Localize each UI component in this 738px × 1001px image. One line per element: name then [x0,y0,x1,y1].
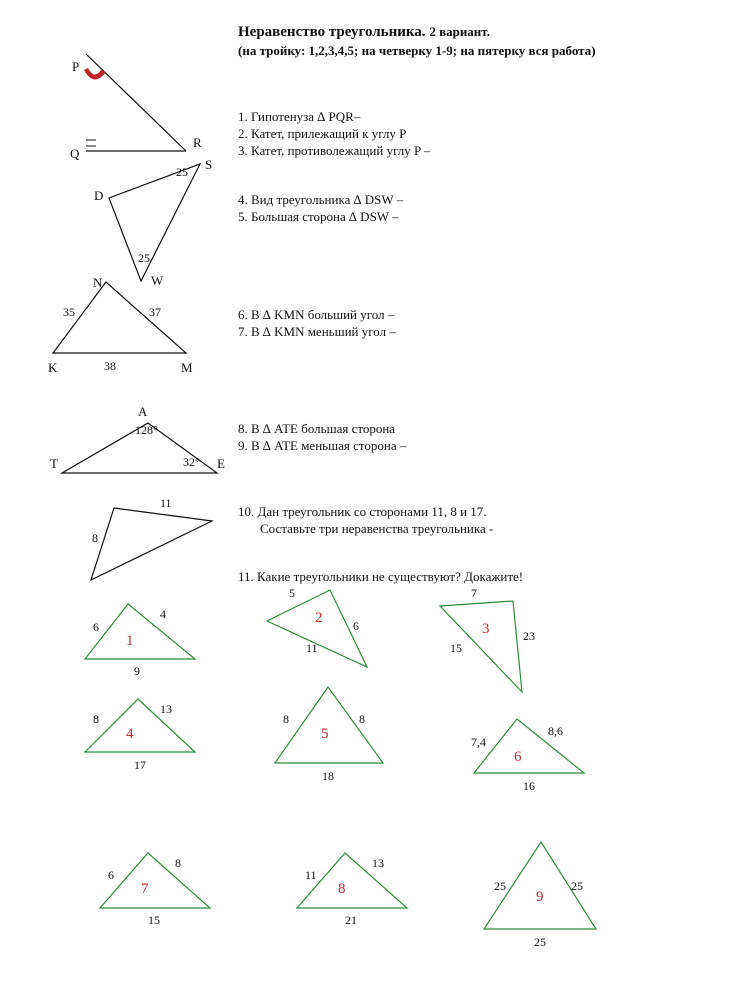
label-a: A [138,404,148,419]
angle-s-value: 25 [176,165,188,179]
question-2: 2. Катет, прилежащий к углу P [238,126,407,141]
question-4: 4. Вид треугольника ∆ DSW – [238,192,404,207]
label-e: E [217,456,225,471]
dsw-triangle [109,164,200,281]
triangle-9-number: 9 [536,889,544,905]
triangle-7-side-b: 8 [175,856,181,870]
triangle-2-side-b: 6 [353,619,359,633]
triangle-8-side-c: 21 [345,913,357,927]
triangle-9-side-b: 25 [571,879,583,893]
triangle-5-side-b: 8 [359,712,365,726]
triangle-5-side-c: 18 [322,769,334,783]
question-10: 10. Дан треугольник со сторонами 11, 8 и 17. [238,504,487,519]
triangle-4-number: 4 [126,726,134,742]
question-1: 1. Гипотенуза ∆ PQR– [238,109,361,124]
angle-e-value: 32° [183,455,200,469]
triangle-1-number: 1 [126,633,134,649]
triangle-4-side-c: 17 [134,758,146,772]
triangle-7-side-c: 15 [148,913,160,927]
label-w: W [151,273,164,288]
right-angle-mark [86,140,96,146]
t10-side-left: 8 [92,531,98,545]
triangle-3-side-a: 7 [471,586,477,600]
t10-side-top: 11 [160,496,172,510]
question-6: 6. В ∆ KMN больший угол – [238,307,395,322]
label-q: Q [70,146,80,161]
triangle-7 [100,853,210,908]
triangle-1-side-a: 6 [93,620,99,634]
question-8: 8. В ∆ ATE большая сторона [238,421,396,436]
triangle-5 [275,687,383,763]
triangle-6-side-a: 7,4 [471,735,486,749]
question-9: 9. В ∆ ATE меньшая сторона – [238,438,407,453]
triangle-2-side-c: 11 [306,641,318,655]
triangle-1-side-c: 9 [134,664,140,678]
triangle-2-number: 2 [315,610,323,626]
side-km: 38 [104,359,116,373]
triangle-3-side-c: 23 [523,629,535,643]
label-s: S [205,157,213,172]
pqr-side-pr [86,54,186,151]
angle-w-value: 25 [138,251,150,265]
triangle-7-number: 7 [141,881,149,897]
variant-label: 2 вариант. [429,24,490,39]
question-10-line2: Составьте три неравенства треугольника - [260,521,494,536]
title-text: Неравенство треугольника. [238,24,426,40]
triangle-8-number: 8 [338,881,346,897]
triangle-8-side-a: 11 [305,868,317,882]
triangle-5-number: 5 [321,726,329,742]
angle-a-value: 128° [135,423,158,437]
triangle-6 [474,719,584,773]
question-5: 5. Большая сторона ∆ DSW – [238,209,399,224]
triangle-7-side-a: 6 [108,868,114,882]
triangle-9-side-c: 25 [534,935,546,949]
triangle-4 [85,699,195,752]
label-t: T [50,456,58,471]
label-m: M [181,360,193,375]
question-11: 11. Какие треугольники не существуют? Докажите! [238,569,524,584]
triangle-1 [85,604,195,659]
triangle-4-side-a: 8 [93,712,99,726]
question-3: 3. Катет, противолежащий углу P – [238,143,431,158]
triangle-1-side-b: 4 [160,607,166,621]
triangle-9-side-a: 25 [494,879,506,893]
triangle-4-side-b: 13 [160,702,172,716]
triangle-6-side-b: 8,6 [548,724,563,738]
label-n: N [93,275,103,290]
triangle-5-side-a: 8 [283,712,289,726]
triangle-3-side-b: 15 [450,641,462,655]
t10-triangle [91,508,212,580]
triangle-3-number: 3 [482,621,490,637]
label-r: R [193,135,202,150]
label-p: P [72,59,80,74]
side-nm: 37 [149,305,161,319]
side-kn: 35 [63,305,75,319]
question-7: 7. В ∆ KMN меньший угол – [238,324,396,339]
triangle-6-side-c: 16 [523,779,535,793]
label-d: D [94,188,104,203]
triangle-2 [267,590,367,667]
grading-note: (на тройку: 1,2,3,4,5; на четверку 1-9; на пятерку вся работа) [238,43,596,58]
triangle-6-number: 6 [514,749,522,765]
label-k: K [48,360,58,375]
triangle-2-side-a: 5 [289,586,295,600]
triangle-8-side-b: 13 [372,856,384,870]
